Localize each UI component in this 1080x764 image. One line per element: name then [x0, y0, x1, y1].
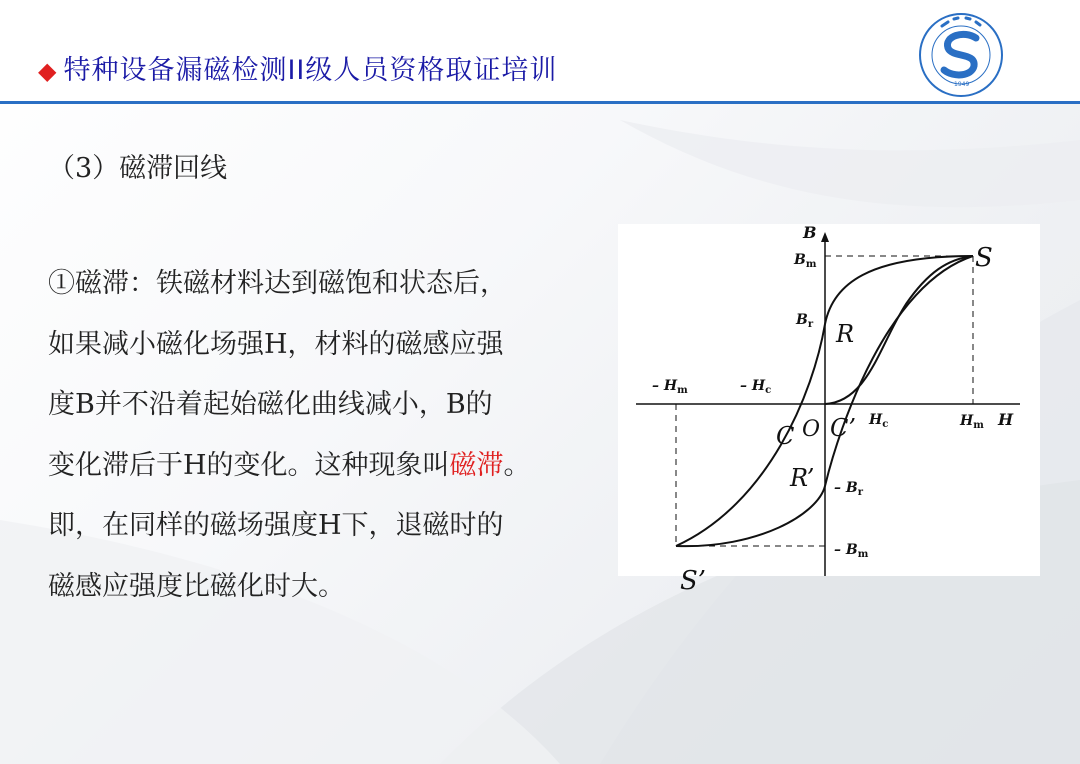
b-axis-arrow — [821, 232, 829, 242]
paragraph-line-with-highlight — [48, 436, 620, 497]
hm-label: $H_m$ — [960, 413, 984, 431]
slide-title-text: 特种设备漏磁检测II级人员资格取证培训 — [63, 55, 558, 86]
point-s-prime-label: S’ — [680, 566, 707, 596]
header-divider — [0, 101, 1080, 104]
neg-hm-label: – $H_m$ — [652, 378, 688, 396]
slide-header — [0, 0, 1080, 104]
hc-label: $H_c$ — [869, 412, 889, 430]
point-r-label: R — [836, 320, 855, 348]
period: 。 — [503, 449, 531, 481]
bm-label: $B_m$ — [794, 252, 817, 270]
university-logo — [918, 12, 1004, 98]
point-r-prime-label: R’ — [790, 464, 815, 492]
paragraph-line: 磁感应强度比磁化时大。 — [48, 570, 345, 602]
neg-hc-label: – $H_c$ — [740, 378, 772, 396]
point-s-label: S — [975, 243, 993, 273]
paragraph-line: ①磁滞：铁磁材料达到磁饱和状态后， — [48, 268, 507, 299]
hysteresis-diagram — [618, 224, 1040, 576]
paragraph-line: 如果减小磁化场强H，材料的磁感应强 — [48, 328, 504, 360]
br-label: $B_r$ — [796, 312, 814, 330]
paragraph-line: 度B并不沿着起始磁化曲线减小，B的 — [48, 389, 493, 420]
neg-br-label: – $B_r$ — [834, 480, 863, 498]
highlight-term: 磁滞 — [449, 449, 504, 481]
h-axis-label: H — [998, 410, 1014, 429]
section-subtitle: （3）磁滞回线 — [48, 153, 228, 184]
diamond-bullet-icon: ◆ — [38, 57, 58, 85]
paragraph-line-text: 变化滞后于H的变化。这种现象叫 — [48, 449, 450, 481]
definition-paragraph — [48, 254, 620, 617]
svg-text:1949: 1949 — [954, 81, 970, 88]
b-axis-label: B — [803, 224, 817, 242]
point-o-label: O — [802, 417, 821, 442]
slide-title — [38, 48, 557, 87]
point-c-label: C — [776, 422, 795, 450]
paragraph-line: 即，在同样的磁场强度H下，退磁时的 — [48, 510, 504, 541]
point-c-prime-label: C’ — [830, 414, 856, 442]
neg-bm-label: – $B_m$ — [834, 542, 869, 560]
hysteresis-loop-figure — [618, 224, 1040, 576]
